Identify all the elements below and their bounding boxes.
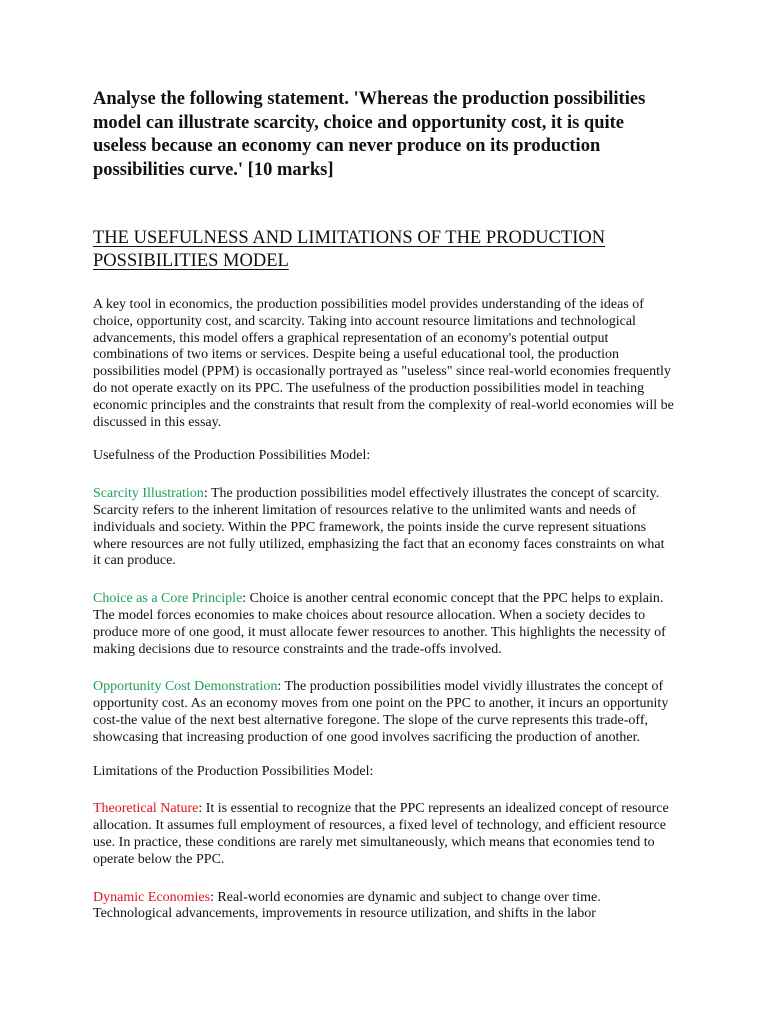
usefulness-text: : Choice is another central economic concept that the PPC helps to explain. The model forces economies to make choices about resource allocation. When a society decides to produce more of one good, it must allocate fewer resources to another. This highlights the necessity of making decisions due to resource constraints and the trade-offs involved. <box>93 591 666 657</box>
usefulness-text: : The production possibilities model vividly illustrates the concept of opportunity cost. As an economy moves from one point on the PPC to another, it incurs an opportunity cost-the value of the next best alternative foregone. The slope of the curve represents this trade-off, showcasing that increasing production of one good involves sacrificing the production of another. <box>93 679 669 745</box>
usefulness-term: Scarcity Illustration <box>93 486 204 502</box>
limitations-term: Theoretical Nature <box>93 801 199 817</box>
limitations-item-theoretical <box>93 801 675 868</box>
limitations-term: Dynamic Economies <box>93 889 211 905</box>
usefulness-heading: Usefulness of the Production Possibilities Model: <box>93 448 371 464</box>
limitations-text: : Real-world economies are dynamic and subject to change over time. Technological advancements, improvements in resource utilization, and shifts in the labor <box>93 889 601 922</box>
usefulness-text: : The production possibilities model effectively illustrates the concept of scarcity. Scarcity refers to the inherent limitation of resources relative to the unlimited wants and needs of individuals and society. Within the PPC framework, the points inside the curve represent situations where resources are not fully utilized, emphasizing the fact that an economy faces constraints on what it can produce. <box>93 486 665 569</box>
essay-heading: THE USEFULNESS AND LIMITATIONS OF THE PRODUCTION POSSIBILITIES MODEL <box>93 228 606 271</box>
usefulness-term: Opportunity Cost Demonstration <box>93 679 278 695</box>
limitations-text: : It is essential to recognize that the PPC represents an idealized concept of resource allocation. It assumes full employment of resources, a fixed level of technology, and efficient resource use. In practice, these conditions are rarely met simultaneously, which means that economies tend to operate below the PPC. <box>93 801 669 867</box>
usefulness-item-opportunity-cost <box>93 679 675 746</box>
document-page <box>93 88 675 923</box>
usefulness-term: Choice as a Core Principle <box>93 591 243 607</box>
limitations-heading: Limitations of the Production Possibilities Model: <box>93 763 374 779</box>
usefulness-item-choice <box>93 591 675 658</box>
usefulness-item-scarcity <box>93 486 675 570</box>
limitations-item-dynamic <box>93 890 675 924</box>
essay-question: Analyse the following statement. 'Whereas the production possibilities model can illustrate scarcity, choice and opportunity cost, it is quite useless because an economy can never produce on its production possibilities curve.' [10 marks] <box>93 89 646 180</box>
intro-paragraph: A key tool in economics, the production possibilities model provides understanding of the ideas of choice, opportunity cost, and scarcity. Taking into account resource limitations and technological advancements, this model offers a graphical representation of an economy's potential output combinations of two items or services. Despite being a useful educational tool, the production possibilities model (PPM) is occasionally portrayed as "useless" since real-world economies frequently do not operate exactly on its PPC. The usefulness of the production possibilities model in teaching economic principles and the constraints that result from the complexity of real-world economies will be discussed in this essay. <box>93 297 674 430</box>
